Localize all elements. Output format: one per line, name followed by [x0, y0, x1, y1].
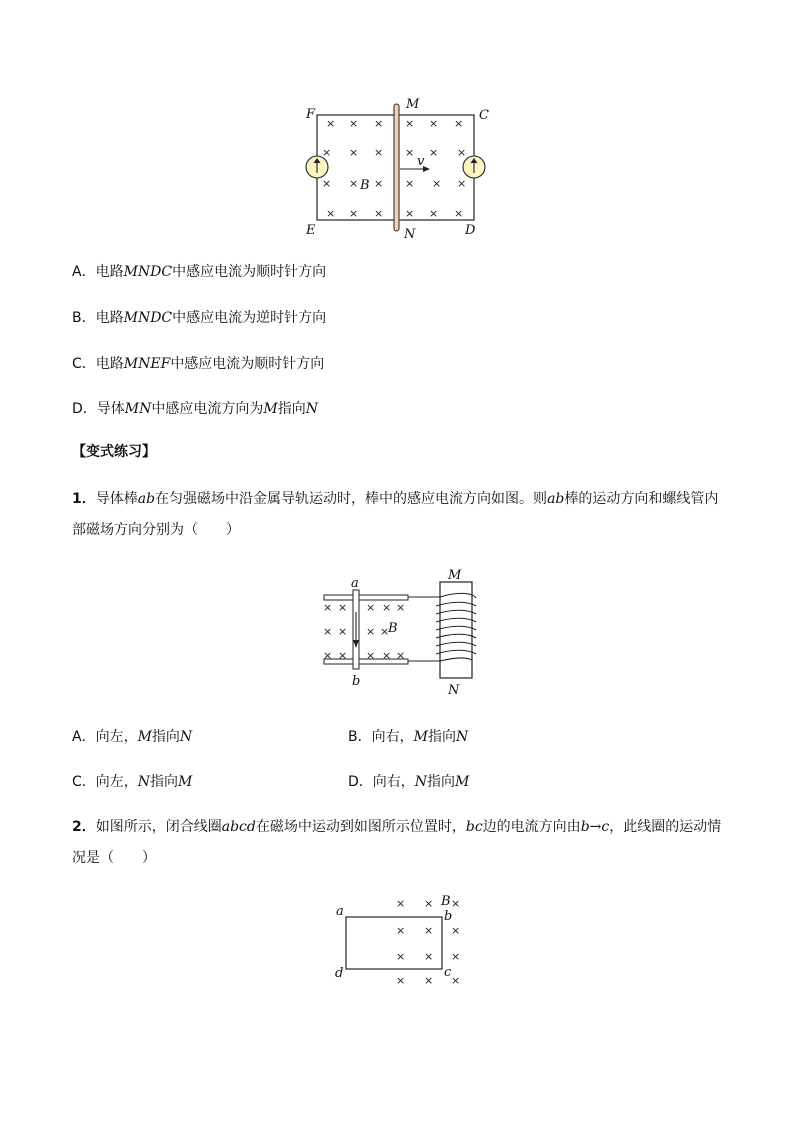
section-heading: 【变式练习】: [72, 444, 156, 460]
option-c-line: [72, 354, 324, 374]
svg-text:×: ×: [338, 601, 348, 614]
q1-text-a: 导体棒: [95, 491, 138, 507]
label-c: C: [479, 108, 489, 123]
q2-var-bc: bc: [465, 819, 483, 835]
label-e: E: [306, 223, 316, 238]
svg-text:×: ×: [454, 117, 464, 130]
svg-text:×: ×: [323, 625, 333, 638]
q1-option-c-from: N: [137, 774, 151, 790]
q1-option-a-label: A．向左，: [72, 729, 138, 745]
solenoid-core: [440, 582, 472, 678]
option-b-term: MNDC: [123, 310, 173, 326]
svg-text:×: ×: [405, 207, 415, 220]
q1-option-a-mid: 指向: [151, 729, 180, 745]
svg-text:×: ×: [349, 117, 359, 130]
svg-text:×: ×: [374, 146, 384, 159]
svg-text:×: ×: [451, 897, 461, 910]
svg-text:×: ×: [405, 146, 415, 159]
svg-text:×: ×: [382, 649, 392, 662]
q1-option-c: [72, 772, 192, 792]
conductor-rod-mn: [394, 104, 399, 231]
option-b-prefix: B．电路: [72, 310, 124, 326]
svg-text:×: ×: [396, 897, 406, 910]
label-b-lower: b: [352, 674, 361, 689]
q1-option-b-mid: 指向: [427, 729, 456, 745]
svg-text:×: ×: [349, 177, 359, 190]
svg-text:×: ×: [366, 625, 376, 638]
velocity-arrow-icon: [400, 166, 430, 172]
q1-option-d-mid: 指向: [427, 774, 456, 790]
option-d-suffix: 中感应电流方向为: [151, 401, 264, 417]
svg-text:×: ×: [429, 146, 439, 159]
svg-text:×: ×: [424, 974, 434, 987]
svg-text:×: ×: [374, 207, 384, 220]
option-a-term: MNDC: [123, 264, 173, 280]
option-d-from: M: [263, 401, 278, 417]
label-coil-c: c: [444, 965, 452, 980]
q2-line2: 况是（ ）: [72, 850, 156, 866]
q1-option-a: [72, 727, 192, 747]
q1-option-d-label: D．向右，: [348, 774, 415, 790]
label-n: N: [404, 227, 416, 242]
svg-text:×: ×: [396, 950, 406, 963]
q2-var-abcd: abcd: [221, 819, 256, 835]
option-b-line: [72, 308, 326, 328]
svg-text:×: ×: [451, 974, 461, 987]
option-a-suffix: 中感应电流为顺时针方向: [172, 264, 327, 280]
q1-line1: [72, 489, 718, 509]
q1-var-ab: ab: [137, 491, 156, 507]
q1-option-c-to: M: [178, 774, 193, 790]
q2-number: 2．: [72, 819, 96, 835]
label-d: D: [465, 223, 476, 238]
option-a-prefix: A．电路: [72, 264, 124, 280]
left-galvanometer-icon: [306, 156, 328, 178]
right-galvanometer-icon: [463, 156, 485, 178]
option-c-prefix: C．电路: [72, 356, 124, 372]
figure-rails-circuit: [296, 96, 496, 246]
svg-text:×: ×: [429, 117, 439, 130]
label-a: a: [351, 576, 359, 591]
figure-coil-abcd: [330, 890, 470, 990]
option-b-suffix: 中感应电流为逆时针方向: [172, 310, 327, 326]
q1-var-ab-2: ab: [547, 491, 565, 507]
label-field-b: B: [388, 621, 398, 636]
svg-text:×: ×: [380, 625, 390, 638]
q2-text-a: 如图所示，闭合线圈: [95, 819, 222, 835]
q2-text-b: 在磁场中运动到如图所示位置时，: [255, 819, 466, 835]
q1-text-b: 在匀强磁场中沿金属导轨运动时，棒中的感应电流方向如图。则: [155, 491, 548, 507]
svg-text:×: ×: [366, 649, 376, 662]
svg-text:×: ×: [326, 117, 336, 130]
svg-text:×: ×: [405, 177, 415, 190]
svg-text:×: ×: [451, 924, 461, 937]
svg-text:×: ×: [349, 207, 359, 220]
svg-text:×: ×: [451, 950, 461, 963]
svg-text:×: ×: [374, 117, 384, 130]
option-c-suffix: 中感应电流为顺时针方向: [170, 356, 325, 372]
svg-text:×: ×: [424, 897, 434, 910]
q1-option-b-to: N: [455, 729, 469, 745]
q2-line1: [72, 817, 721, 837]
q1-option-a-from: M: [137, 729, 152, 745]
option-c-term: MNEF: [123, 356, 171, 372]
q1-number: 1．: [72, 491, 96, 507]
svg-text:×: ×: [349, 146, 359, 159]
q2-text-c: 边的电流方向由: [482, 819, 581, 835]
svg-text:×: ×: [396, 924, 406, 937]
q1-text-c: 棒的运动方向和螺线管内: [564, 491, 719, 507]
label-coil-d: d: [335, 966, 344, 981]
svg-text:×: ×: [323, 601, 333, 614]
label-solenoid-n: N: [448, 683, 460, 698]
label-coil-field-b: B: [441, 894, 451, 909]
label-v: v: [417, 154, 425, 169]
q1-option-a-to: N: [179, 729, 193, 745]
q2-text-d: ，此线圈的运动情: [609, 819, 722, 835]
label-b: B: [360, 178, 370, 193]
option-d-term: MN: [124, 401, 152, 417]
label-m: M: [406, 97, 420, 112]
option-d-mid: 指向: [277, 401, 306, 417]
option-d-line: [72, 399, 318, 419]
q1-option-c-label: C．向左，: [72, 774, 138, 790]
q1-option-b: [348, 727, 468, 747]
svg-text:×: ×: [429, 207, 439, 220]
q2-var-dir: b→c: [580, 819, 610, 835]
q1-option-d-from: N: [414, 774, 428, 790]
svg-text:×: ×: [323, 649, 333, 662]
svg-text:×: ×: [424, 950, 434, 963]
figure-rails-solenoid: [316, 570, 496, 700]
q1-option-c-mid: 指向: [150, 774, 179, 790]
q1-line2: 部磁场方向分别为（ ）: [72, 522, 240, 538]
label-coil-a: a: [336, 904, 344, 919]
option-d-prefix: D．导体: [72, 401, 125, 417]
svg-text:×: ×: [396, 649, 406, 662]
q1-option-d-to: M: [455, 774, 470, 790]
svg-text:×: ×: [457, 146, 467, 159]
option-a-line: [72, 262, 326, 282]
label-f: F: [306, 107, 316, 122]
svg-text:×: ×: [338, 625, 348, 638]
svg-text:×: ×: [405, 117, 415, 130]
top-rail: [324, 595, 408, 600]
option-d-to: N: [305, 401, 318, 417]
svg-text:×: ×: [396, 974, 406, 987]
svg-text:×: ×: [338, 649, 348, 662]
svg-text:×: ×: [396, 601, 406, 614]
svg-text:×: ×: [366, 601, 376, 614]
svg-text:×: ×: [424, 924, 434, 937]
label-coil-b: b: [444, 909, 453, 924]
svg-text:×: ×: [374, 177, 384, 190]
svg-text:×: ×: [432, 177, 442, 190]
svg-text:×: ×: [382, 601, 392, 614]
svg-text:×: ×: [322, 177, 332, 190]
svg-text:×: ×: [457, 177, 467, 190]
svg-text:×: ×: [322, 146, 332, 159]
label-solenoid-m: M: [448, 568, 462, 583]
q1-option-b-label: B．向右，: [348, 729, 414, 745]
q1-option-d: [348, 772, 469, 792]
svg-text:×: ×: [326, 207, 336, 220]
q1-option-b-from: M: [413, 729, 428, 745]
svg-text:×: ×: [454, 207, 464, 220]
